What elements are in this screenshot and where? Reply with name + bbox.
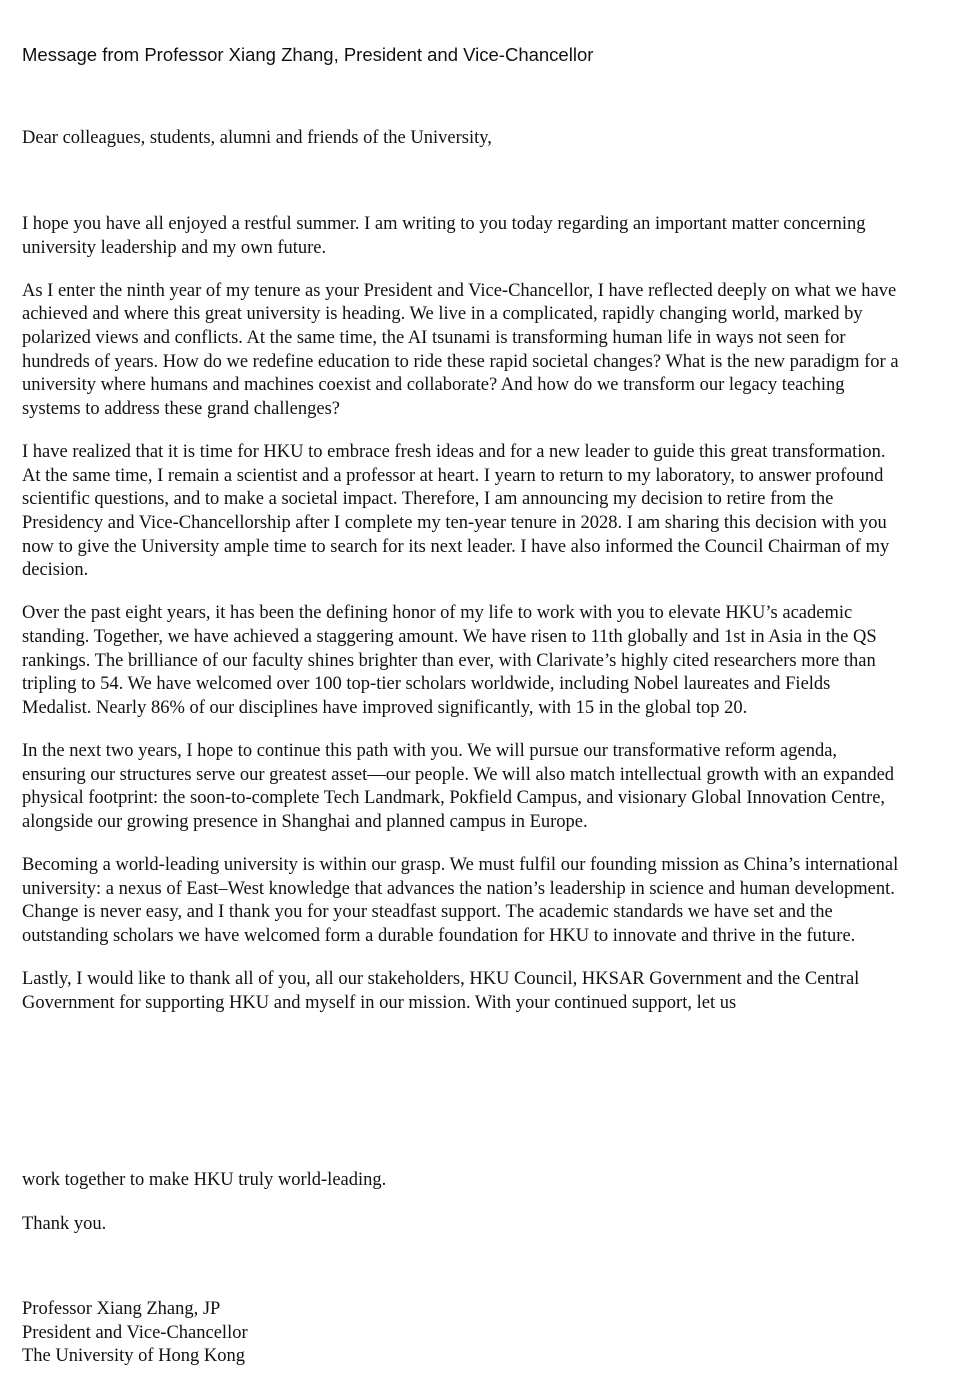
- signature-title: President and Vice-Chancellor: [22, 1322, 248, 1343]
- signature-institution: The University of Hong Kong: [22, 1346, 245, 1367]
- signature-name: Professor Xiang Zhang, JP: [22, 1299, 221, 1319]
- paragraph-continuation: work together to make HKU truly world-leading.: [22, 1170, 387, 1190]
- paragraph-reflection: As I enter the ninth year of my tenure as your President and Vice-Chancellor, I have reflected deeply on what we have achieved and where this great university is heading. We live in a complicated, rapidly changing world, marked by polarized views and conflicts. At the same time, the AI tsunami is transforming human life in ways not seen for hundreds of years. How do we redefine education to ride these rapid societal changes? What is the new paradigm for a university where humans and machines coexist and collaborate? And how do we transform our legacy teaching systems to address these grand challenges?: [22, 280, 899, 419]
- page-title: Message from Professor Xiang Zhang, President and Vice-Chancellor: [22, 44, 594, 65]
- paragraph-thanks: Lastly, I would like to thank all of you, all our stakeholders, HKU Council, HKSAR Government and the Central Government for supporting HKU and myself in our mission. With your continued support, let us: [22, 969, 860, 1013]
- paragraph-announcement: I have realized that it is time for HKU to embrace fresh ideas and for a new leader to guide this great transformation. At the same time, I remain a scientist and a professor at heart. I yearn to return to my laboratory, to answer profound scientific questions, and to make a societal impact. Therefore, I am announcing my decision to retire from the Presidency and Vice-Chancellorship after I complete my ten-year tenure in 2028. I am sharing this decision with you now to give the University ample time to search for its next leader. I have also informed the Council Chairman of my decision.: [22, 442, 890, 581]
- letter-body: [22, 213, 902, 1035]
- signature-block: [22, 1298, 248, 1369]
- closing-text: Thank you.: [22, 1214, 107, 1234]
- paragraph-mission: Becoming a world-leading university is within our grasp. We must fulfil our founding mission as China’s international university: a nexus of East–West knowledge that advances the nation’s leadership in science and human development. Change is never easy, and I thank you for your steadfast support. The academic standards we have set and the outstanding scholars we have welcomed form a durable foundation for HKU to innovate and thrive in the future.: [22, 855, 899, 946]
- salutation: Dear colleagues, students, alumni and friends of the University,: [22, 128, 492, 148]
- paragraph-intro: I hope you have all enjoyed a restful summer. I am writing to you today regarding an important matter concerning university leadership and my own future.: [22, 214, 866, 258]
- paragraph-next-two-years: In the next two years, I hope to continue this path with you. We will pursue our transformative reform agenda, ensuring our structures serve our greatest asset—our people. We will also match intellectual growth with an expanded physical footprint: the soon-to-complete Tech Landmark, Pokfield Campus, and visionary Global Innovation Centre, alongside our growing presence in Shanghai and planned campus in Europe.: [22, 741, 895, 832]
- paragraph-achievements: Over the past eight years, it has been the defining honor of my life to work with you to elevate HKU’s academic standing. Together, we have achieved a staggering amount. We have risen to 11th globally and 1st in Asia in the QS rankings. The brilliance of our faculty shines brighter than ever, with Clarivate’s highly cited researchers more than tripling to 54. We have welcomed over 100 top-tier scholars worldwide, including Nobel laureates and Fields Medalist. Nearly 86% of our disciplines have improved significantly, with 15 in the global top 20.: [22, 603, 877, 718]
